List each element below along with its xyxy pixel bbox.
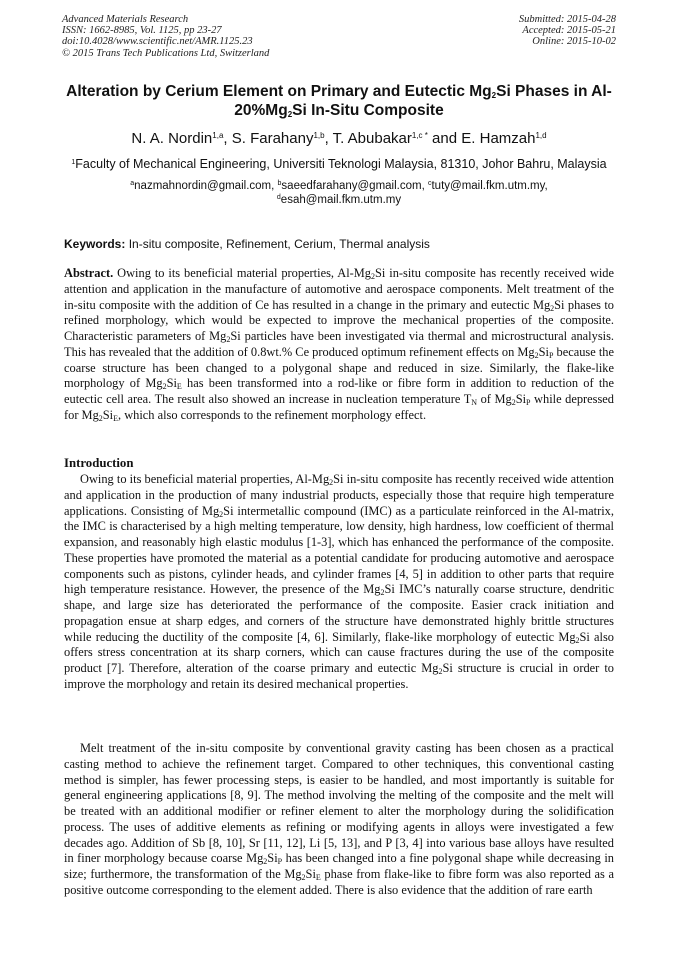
author-list	[40, 130, 638, 148]
intro-paragraph	[64, 472, 614, 693]
title-part: Si Phases in Al-20%Mg	[234, 83, 612, 119]
title-subscript: 2	[491, 91, 497, 100]
text-run: Si in-situ composite has recently received wide attention and application in the manufacture of automotive and aerospace components. Melt treatment of the in-situ composite with the addition of Ce has resulted in a change in the primary and eutectic Mg	[64, 266, 614, 312]
subscript: 2	[575, 635, 580, 645]
subscript: 2	[226, 335, 231, 344]
text-run: because the coarse structure has been changed to a polygonal shape and reduced in size. Similarly, the flake-like morphology of Mg	[64, 344, 614, 391]
keywords	[64, 237, 614, 252]
title-part: Si In-Situ Composite	[292, 102, 444, 119]
accepted-date: Accepted: 2015-05-21	[522, 25, 616, 37]
subscript: P	[548, 350, 554, 360]
subscript: 2	[438, 667, 443, 676]
subscript: 2	[162, 382, 167, 392]
publication-dates	[519, 14, 616, 48]
subscript: 2	[511, 398, 516, 407]
journal-name: Advanced Materials Research	[62, 14, 189, 25]
abstract-text	[64, 266, 614, 422]
text-run: phase from flake-like to fibre form was also reported as a positive outcome corresponding to the element added. There is also evidence that the addition of rare earth	[64, 867, 614, 897]
text-run: Si in-situ composite has recently received wide attention and application in the production of many industrial products, especially those that require high temperature applications. Consisting of Mg	[64, 472, 615, 518]
text-run: Si	[267, 851, 278, 866]
subscript: 2	[534, 350, 539, 360]
subscript: 2	[98, 413, 103, 423]
text-run: Si also offers stress concentration at its sharp corners, which can cause fractures during the use of the composite product [7]. Therefore, alteration of the coarse primary and eutectic Mg	[64, 629, 615, 675]
text-run: while depressed for Mg	[64, 392, 615, 422]
title-part: Alteration by Cerium Element on Primary and Eutectic Mg	[66, 83, 492, 100]
submitted-date: Submitted: 2015-04-28	[518, 14, 616, 25]
subscript: 2	[380, 588, 385, 598]
author: E. Hamzah$^{1,d}$	[461, 130, 547, 147]
text-run: , which also corresponds to the refinement morphology effect.	[118, 407, 427, 422]
text-run: Si IMC’s naturally coarse structure, dendritic shape, and large size has deteriorated the performance of the composite. Easier crack initiation and propagation ensue at sharp edges, and corners of the structure have demonstrated highly brittle structures while reducing the ductility of the composite [4, 6]. Similarly, flake-like morphology of eutectic Mg	[64, 582, 614, 644]
text-run: Owing to its beneficial material properties, Al-Mg	[113, 266, 371, 280]
subscript: 2	[370, 272, 375, 281]
email: $^a$nazmahnordin@gmail.com,	[130, 180, 278, 192]
text-run: Owing to its beneficial material properties, Al-Mg	[80, 472, 330, 486]
subscript: 2	[550, 303, 555, 313]
subscript: P	[526, 398, 531, 407]
subscript: 2	[329, 478, 334, 487]
author: S. Farahany$^{1,b}$,	[231, 130, 333, 147]
subscript: 2	[301, 873, 306, 882]
keywords-label: Keywords:	[64, 237, 126, 251]
section-heading: Introduction	[64, 456, 134, 470]
title-subscript: 2	[287, 110, 293, 119]
text-run: Si	[305, 867, 316, 881]
text-run: Si structure is crucial in order to improve the morphology and retain its desired mechanical properties.	[64, 661, 614, 691]
abstract	[64, 266, 614, 424]
email: $^d$esah@mail.fkm.utm.my	[276, 194, 402, 206]
online-date: Online: 2015-10-02	[532, 36, 616, 48]
keywords-text: In-situ composite, Refinement, Cerium, Thermal analysis	[125, 237, 430, 251]
text-run: of Mg	[477, 392, 512, 406]
text-run: has been transformed into a rod-like or fibre form in addition to reduction of the eutectic cell area. The result also showed an increase in nucleation temperature T	[64, 376, 614, 406]
text-run: has been changed into a fine polygonal shape while decreasing in size; furthermore, the transformation of the Mg	[64, 851, 614, 881]
copyright-line: © 2015 Trans Tech Publications Ltd, Switzerland	[62, 47, 270, 59]
paper-title	[40, 82, 638, 120]
text-run: Si particles have been investigated via thermal and microstructural analysis. This has revealed that the addition of 0.8wt.% Ce produced optimum refinement effects on Mg	[64, 329, 614, 359]
text-run: Si	[515, 392, 527, 406]
subscript: E	[315, 873, 321, 882]
doi-line: doi:10.4028/www.scientific.net/AMR.1125.23	[62, 36, 253, 48]
text-run: Si	[538, 344, 549, 359]
author: N. A. Nordin$^{1,a}$,	[131, 130, 232, 147]
journal-info	[62, 14, 269, 59]
subscript: 2	[263, 857, 268, 867]
text-run: Melt treatment of the in-situ composite by conventional gravity casting has been chosen as a practical casting method to achieve the refinement target. Compared to other techniques, this conventional casting method is simpler, has fewer processing steps, is easier to be handled, and most importantly is suitable for general engineering applications [8, 9]. The method involving the melting of the composite and the melt will be treated with an additional modifier or refiner element to alter the morphology during the solidification process. The uses of additive elements as refining or modifying agents in alloys were investigated a few decades ago. Addition of Sb [8, 10], Sr [11, 12], Li [5, 13], and P [3, 4] into various base alloys have resulted in finer morphology because coarse Mg	[64, 741, 614, 866]
author: T. Abubakar$^{1,c *}$ and	[332, 130, 462, 147]
subscript: P	[277, 857, 283, 867]
abstract-label: Abstract.	[64, 266, 114, 280]
intro-paragraph	[64, 741, 614, 899]
subscript: E	[176, 382, 182, 392]
text-run: Si	[166, 376, 177, 391]
author-emails	[60, 179, 618, 207]
subscript: N	[471, 398, 478, 407]
text-run: Si	[102, 407, 114, 422]
text-run: Si intermetallic compound (IMC) as a particulate reinforced in the Al-matrix, the IMC is characterised by a high melting temperature, low density, high hardness, low coefficient of thermal expansion, and reasonably high elastic modulus [1-3], which has enhanced the performance of the composite. These properties have promoted the material as a potential candidate for producing automotive and aerospace components such as pistons, cylinder heads, and cylinder frames [4, 5] in addition to other parts that require high temperature resistance. However, the presence of the Mg	[64, 503, 614, 597]
subscript: 2	[219, 509, 224, 519]
email: $^b$saeedfarahany@gmail.com,	[277, 180, 428, 192]
issn-line: ISSN: 1662-8985, Vol. 1125, pp 23-27	[62, 25, 222, 37]
email: $^c$tuty@mail.fkm.utm.my,	[427, 180, 548, 192]
text-run: Si phases to refined morphology, which would be expected to improve the mechanical properties of the composite. Characteristic parameters of Mg	[64, 297, 614, 343]
subscript: E	[113, 413, 118, 423]
affiliation: $^1$Faculty of Mechanical Engineering, Universiti Teknologi Malaysia, 81310, Johor Bahru, Malaysia	[71, 157, 607, 171]
